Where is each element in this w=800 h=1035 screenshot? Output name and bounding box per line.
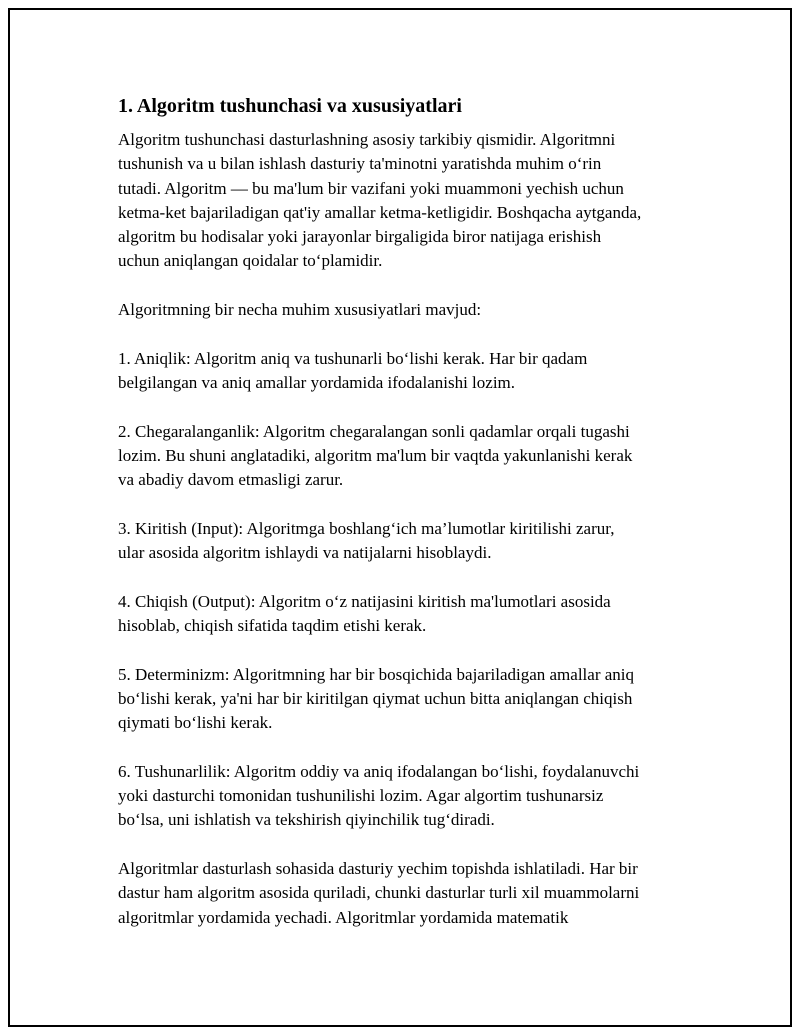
paragraph-property-5: 5. Determinizm: Algoritmning har bir bosqichida bajariladigan amallar aniq bo‘lishi kerak, ya'ni har bir kiritilgan qiymat uchun bitta aniqlangan chiqish qiymati bo‘lishi kerak. xyxy=(118,664,634,733)
paragraph-property-3: 3. Kiritish (Input): Algoritmga boshlang‘ich ma’lumotlar kiritilishi zarur, ular asosida algoritm ishlaydi va natijalarni hisoblaydi. xyxy=(118,518,615,563)
paragraph-property-6: 6. Tushunarlilik: Algoritm oddiy va aniq ifodalangan bo‘lishi, foydalanuvchi yoki dasturchi tomonidan tushunilishi lozim. Agar algortim tushunarsiz bo‘lsa, uni ishlatish va tekshirish qiyinchilik tug‘diradi. xyxy=(118,761,640,830)
paragraph-property-2: 2. Chegaralanganlik: Algoritm chegaralangan sonli qadamlar orqali tugashi lozim. Bu shuni anglatadiki, algoritm ma'lum bir vaqtda yakunlanishi kerak va abadiy davom etmasligi zarur. xyxy=(118,421,633,490)
paragraph-intro: Algoritm tushunchasi dasturlashning asosiy tarkibiy qismidir. Algoritmni tushunish va u bilan ishlash dasturiy ta'minotni yaratishda muhim o‘rin tutadi. Algoritm — bu ma'lum bir vazifani yoki muammoni yechish uchun ketma-ket bajariladigan qat'iy amallar ketma-ketligidir. Boshqacha aytganda, algoritm bu hodisalar yoki jarayonlar birgaligida biror natijaga erishish uchun aniqlangan qoidalar to‘plamidir. xyxy=(118,130,642,271)
paragraph-closing: Algoritmlar dasturlash sohasida dasturiy yechim topishda ishlatiladi. Har bir dastur ham algoritm asosida quriladi, chunki dasturlar turli xil muammolarni algoritmlar yordamida yechadi. Algoritmlar yordamida matematik xyxy=(118,858,640,927)
section-heading: 1. Algoritm tushunchasi va xususiyatlari xyxy=(118,95,462,117)
paragraph-property-4: 4. Chiqish (Output): Algoritm o‘z natijasini kiritish ma'lumotlari asosida hisoblab, chiqish sifatida taqdim etishi kerak. xyxy=(118,591,611,635)
paragraph-properties-lead: Algoritmning bir necha muhim xususiyatlari mavjud: xyxy=(118,300,482,320)
paragraph-property-1: 1. Aniqlik: Algoritm aniq va tushunarli bo‘lishi kerak. Har bir qadam belgilangan va aniq amallar yordamida ifodalanishi lozim. xyxy=(118,348,588,392)
document-body xyxy=(118,94,698,930)
